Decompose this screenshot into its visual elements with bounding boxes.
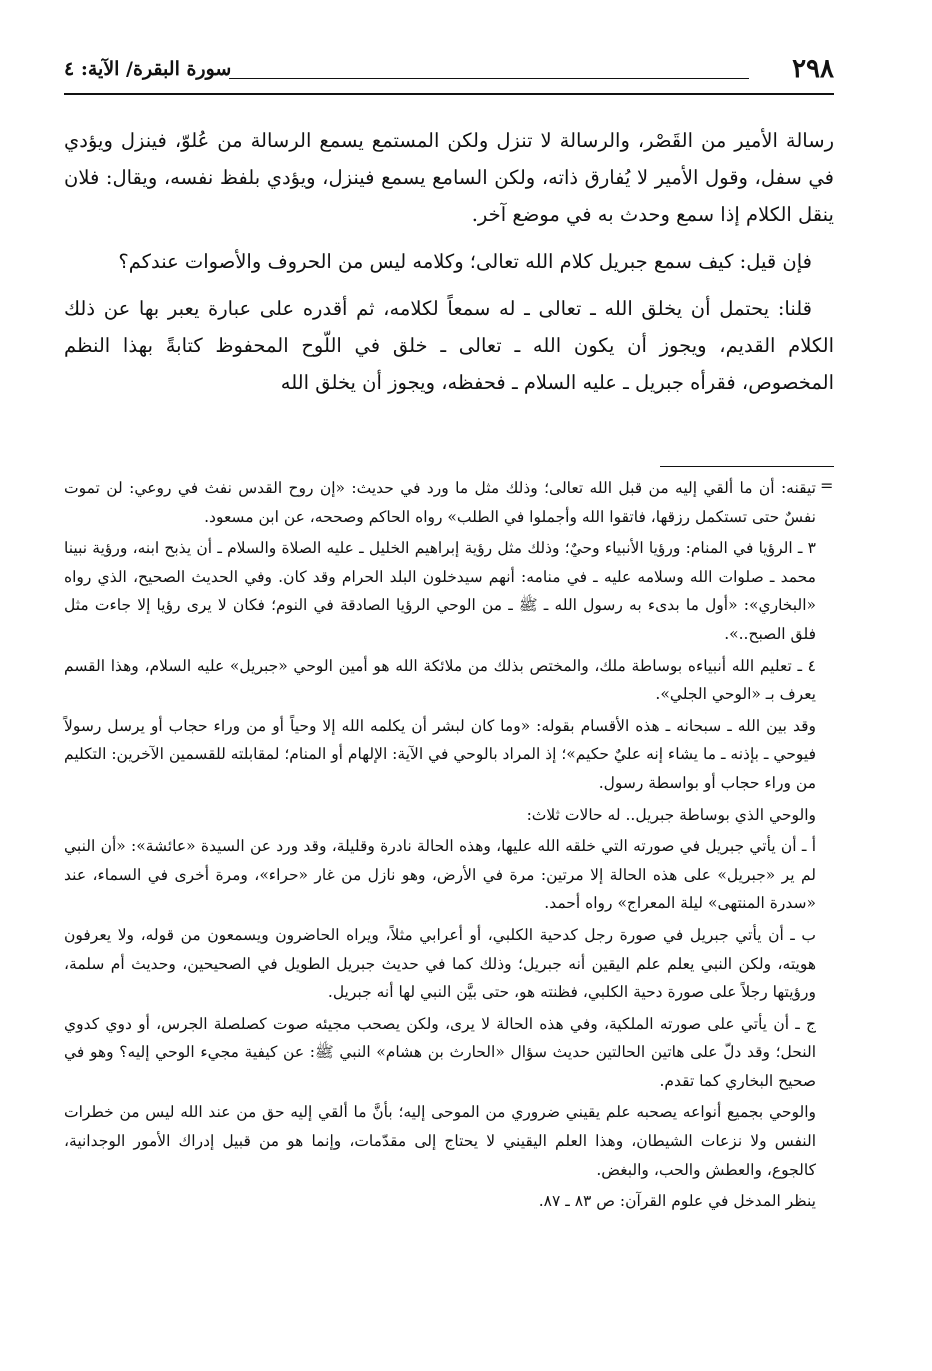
footnote-reference: ينظر المدخل في علوم القرآن: ص ٨٣ ـ ٨٧.: [538, 1192, 816, 1211]
header-divider: [64, 93, 834, 95]
footnotes: [64, 474, 816, 1219]
footnote-paragraph: تيقنه: أن ما ألقي إليه من قبل الله تعالى؛ وذلك مثل ما ورد في حديث: «إن روح القدس نفث في روعي: لن تموت نفسٌ حتى تستكمل رزقها، فاتقوا الله وأجملوا في الطلب» رواه الحاكم وصححه، عن ابن مسعود.: [64, 479, 816, 526]
footnote-paragraph: ٤ ـ تعليم الله أنبياءه بوساطة ملك، والمختص بذلك من ملائكة الله هو أمين الوحي «جبريل» عليه السلام، وهذا القسم يعرف بـ «الوحي الجلي».: [64, 656, 816, 704]
running-title: سورة البقرة/ الآية: ٤: [64, 58, 232, 80]
footnote-paragraph: ٣ ـ الرؤيا في المنام: ورؤيا الأنبياء وحيٌ؛ وذلك مثل رؤية إبراهيم الخليل ـ عليه الصلاة والسلام ـ أن يذبح ابنه، ورؤية نبينا محمد ـ صلوات الله وسلامه عليه ـ في منامه: أنهم سيدخلون البلد الحرام وقد كان. وفي الحديث الصحيح، الذي رواه «البخاري»: «أول ما بدىء به رسول الله ـ ﷺ ـ من الوحي الرؤيا الصادقة في النوم؛ فكان لا يرى رؤيا إلا جاءت مثل فلق الصبح..».: [64, 539, 816, 643]
footnote-paragraph: وقد بين الله ـ سبحانه ـ هذه الأقسام بقوله: «وما كان لبشر أن يكلمه الله إلا وحياً أو من وراء حجاب أو يرسل رسولاً فيوحي ـ بإذنه ـ ما يشاء إنه عليٌ حكيم»؛ إذ المراد بالوحي في الآية: الإلهام أو المنام؛ لمقابلته للقسمين الآخرين: التكليم من وراء حجاب أو بواسطة رسول.: [64, 716, 816, 792]
footnote-separator: [660, 466, 834, 467]
body-paragraph: قلنا: يحتمل أن يخلق الله ـ تعالى ـ له سمعاً لكلامه، ثم أقدره على عبارة يعبر بها عن ذلك الكلام القديم، ويجوز أن يكون الله ـ تعالى ـ خلق في اللّوح المحفوظ كتابةً بهذا النظم المخصوص، فقرأه جبريل ـ عليه السلام ـ فحفظه، ويجوز أن يخلق الله: [64, 297, 834, 394]
main-text: [64, 122, 834, 411]
footnote-paragraph: أ ـ أن يأتي جبريل في صورته التي خلقه الله عليها، وهذه الحالة نادرة وقليلة، وقد ورد عن السيدة «عائشة»: «أن النبي لم ير «جبريل» على هذه الحالة إلا مرتين: مرة في الأرض، وهو نازل من غار «حراء»، ومرة أخرى في السماء، عند «سدرة المنتهى» ليلة المعراج» رواه أحمد.: [64, 837, 816, 913]
header-rule: [229, 78, 749, 79]
footnote-paragraph: ب ـ أن يأتي جبريل في صورة رجل كدحية الكلبي، أو أعرابي مثلاً، ويراه الحاضرون ويسمعون من قوله، ولا يعرفون هويته، ولكن النبي يعلم علم اليقين أنه جبريل؛ وذلك كما في حديث جبريل الطويل في الصحيحين، وحديث أم سلمة، ورؤيتها رجلاً على صورة دحية الكلبي، فظنته هو، حتى بيَّن النبي لها أنه جبريل.: [64, 925, 816, 1002]
body-paragraph: رسالة الأمير من القَصْر، والرسالة لا تنزل ولكن المستمع يسمع الرسالة من عُلوّ، فينزل ويؤدي في سفل، وقول الأمير لا يُفارق ذاته، ولكن السامع يسمع فينزل، ويؤدي بلفظ نفسه، ويقال: فلان ينقل الكلام إذا سمع وحدث به في موضع آخر.: [64, 129, 834, 226]
footnote-continuation-marker: =: [820, 476, 834, 495]
page-number: ٢٩٨: [792, 54, 834, 84]
page-header: [64, 48, 834, 94]
footnote-paragraph: ج ـ أن يأتي على صورته الملكية، وفي هذه الحالة لا يرى، ولكن يصحب مجيئه صوت كصلصلة الجرس، أو دوي كدوي النحل؛ وقد دلّ على هاتين الحالتين حديث سؤال «الحارث بن هشام» النبي ﷺ: عن كيفية مجيء الوحي إليه؟ وهو في صحيح البخاري كما تقدم.: [64, 1014, 816, 1090]
body-paragraph: فإن قيل: كيف سمع جبريل كلام الله تعالى؛ وكلامه ليس من الحروف والأصوات عندكم؟: [118, 250, 812, 273]
footnote-paragraph: والوحي بجميع أنواعه يصحبه علم يقيني ضروري من الموحى إليه؛ بأنَّ ما ألقي إليه حق من عند الله ليس من خطرات النفس ولا نزعات الشيطان، وهذا العلم اليقيني لا يحتاج إلى مقدّمات، وإنما هو من قبيل إدراك الأمور الوجدانية، كالجوع، والعطش والحب، والبغض.: [64, 1103, 816, 1179]
footnote-paragraph: والوحي الذي بوساطة جبريل.. له حالات ثلاث:: [526, 805, 816, 824]
